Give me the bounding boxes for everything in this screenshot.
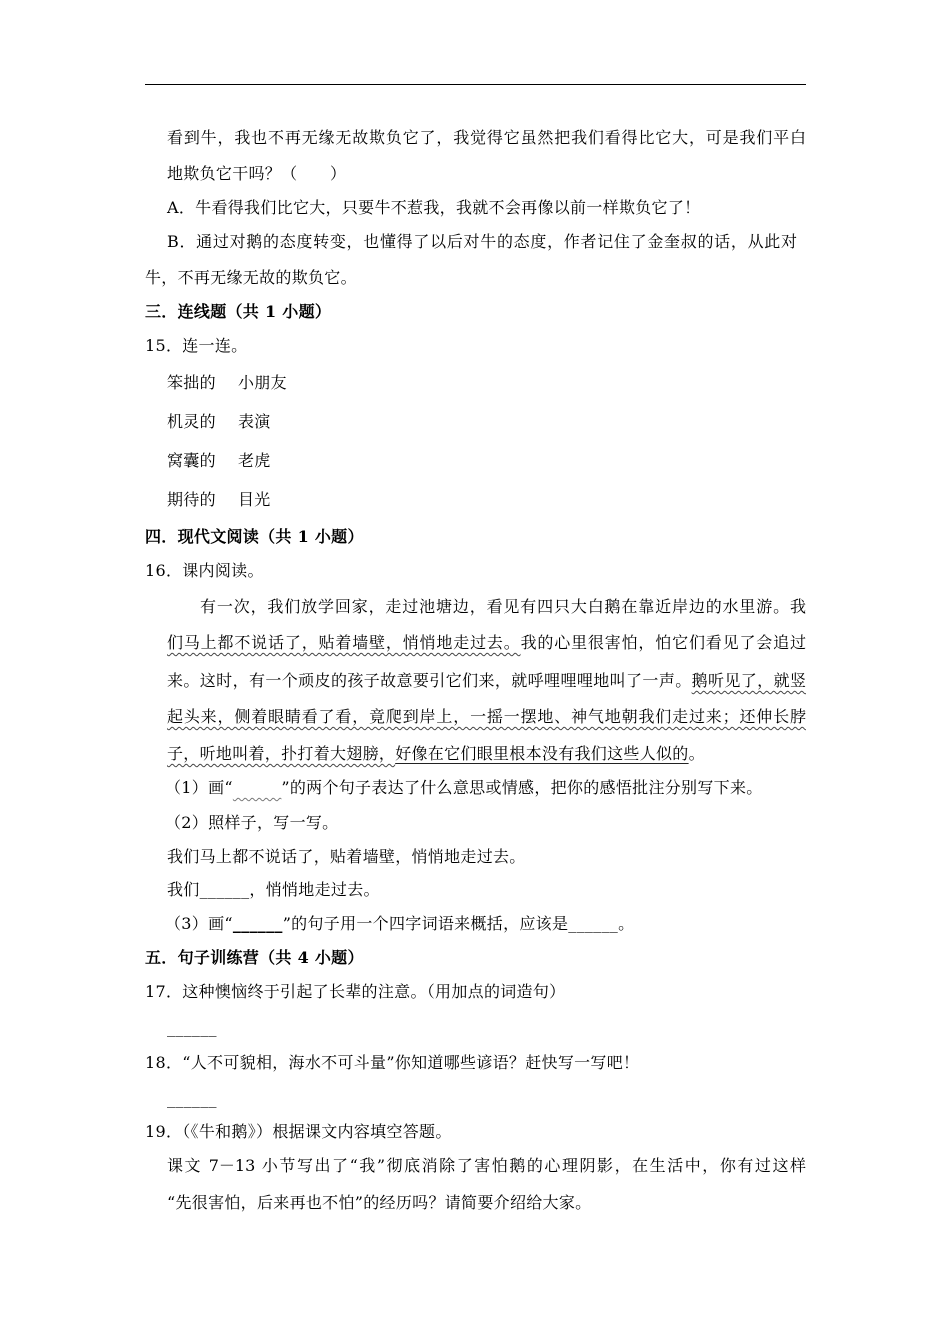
q15-left-item: 期待的 bbox=[167, 490, 216, 509]
q18-prompt: 18．“人不可貌相，海水不可斗量”你知道哪些谚语？赶快写一写吧！ bbox=[145, 1053, 640, 1072]
q19-line1: 课文 7－13 小节写出了“我”彻底消除了害怕鹅的心理阴影，在生活中，你有过这样 bbox=[167, 1156, 806, 1175]
header-rule bbox=[145, 84, 806, 85]
q14-stem-line1: 看到牛，我也不再无缘无故欺负它了，我觉得它虽然把我们看得比它大，可是我们平白 bbox=[167, 128, 806, 147]
q15-right-item: 表演 bbox=[238, 412, 271, 431]
wavy-underlined-sentence: 起头来，侧着眼睛看了看，竟爬到岸上，一摇一摆地、神气地朝我们走过来；还伸长脖 bbox=[167, 707, 806, 726]
q16-sub2-prompt: （2）照样子，写一写。 bbox=[165, 813, 339, 832]
straight-underline-sample: ______ bbox=[232, 914, 283, 933]
q15-right-item: 小朋友 bbox=[238, 373, 287, 392]
q17-prompt: 17．这种懊恼终于引起了长辈的注意。（用加点的词造句） bbox=[145, 982, 566, 1001]
q16-sub1 bbox=[165, 778, 763, 798]
sub1-text: （1）画“ bbox=[165, 778, 233, 797]
section5-heading: 五．句子训练营（共 4 小题） bbox=[145, 948, 364, 967]
q16-sub2-example: 我们马上都不说话了，贴着墙壁，悄悄地走过去。 bbox=[167, 847, 526, 866]
q16-prompt: 16．课内阅读。 bbox=[145, 561, 264, 580]
passage-line-2 bbox=[167, 633, 806, 653]
passage-line-3 bbox=[167, 671, 806, 691]
q15-left-item: 机灵的 bbox=[167, 412, 216, 431]
sub3-text: （3）画“ bbox=[165, 914, 233, 933]
q16-sub2-fill: 我们______，悄悄地走过去。 bbox=[167, 880, 380, 899]
q14-stem-line2: 地欺负它干吗？（ ） bbox=[167, 164, 347, 183]
q15-right-item: 老虎 bbox=[238, 451, 271, 470]
q16-sub3 bbox=[165, 914, 634, 934]
q18-answer-blank: ______ bbox=[167, 1089, 217, 1108]
passage-line-1 bbox=[200, 597, 806, 617]
q15-right-item: 目光 bbox=[238, 490, 271, 509]
section3-heading: 三．连线题（共 1 小题） bbox=[145, 302, 332, 321]
q15-left-item: 笨拙的 bbox=[167, 373, 216, 392]
passage-line-4 bbox=[167, 707, 806, 727]
wavy-underlined-sentence: 鹅听见了，就竖 bbox=[691, 671, 806, 690]
section4-heading: 四．现代文阅读（共 1 小题） bbox=[145, 527, 364, 546]
passage-text: 有一次，我们放学回家，走过池塘边，看见有四只大白鹅在靠近岸边的水里游。我 bbox=[200, 597, 806, 616]
wavy-underlined-sentence: 子，听地叫着，扑打着大翅膀， bbox=[167, 744, 396, 763]
sub3-text: ”的句子用一个四字词语来概括，应该是______。 bbox=[282, 914, 635, 933]
wavy-underline-sample bbox=[233, 778, 281, 798]
q14-option-b-line2: 牛，不再无缘无故的欺负它。 bbox=[145, 268, 357, 287]
q14-option-b-line1: B．通过对鹅的态度转变，也懂得了以后对牛的态度，作者记住了金奎叔的话，从此对 bbox=[167, 232, 797, 251]
wavy-underlined-sentence: 们马上都不说话了，贴着墙壁，悄悄地走过去。 bbox=[167, 633, 521, 652]
q19-line2: “先很害怕，后来再也不怕”的经历吗？请简要介绍给大家。 bbox=[167, 1193, 592, 1212]
q15-prompt: 15．连一连。 bbox=[145, 336, 248, 355]
q15-left-item: 窝囊的 bbox=[167, 451, 216, 470]
sub1-text: ”的两个句子表达了什么意思或情感，把你的感悟批注分别写下来。 bbox=[281, 778, 763, 797]
q17-answer-blank: ______ bbox=[167, 1018, 217, 1037]
passage-text: 来。这时，有一个顽皮的孩子故意要引它们来，就呼哩哩哩地叫了一声。 bbox=[167, 671, 692, 690]
passage-text: 我的心里很害怕，怕它们看见了会追过 bbox=[520, 633, 806, 652]
q19-prompt: 19．（《牛和鹅》）根据课文内容填空答题。 bbox=[145, 1122, 452, 1141]
passage-text: 。 bbox=[688, 744, 705, 763]
q14-option-a: A．牛看得我们比它大，只要牛不惹我，我就不会再像以前一样欺负它了！ bbox=[167, 198, 701, 217]
passage-line-5 bbox=[167, 744, 705, 764]
straight-underlined-sentence: 好像在它们眼里根本没有我们这些人似的 bbox=[395, 744, 689, 763]
